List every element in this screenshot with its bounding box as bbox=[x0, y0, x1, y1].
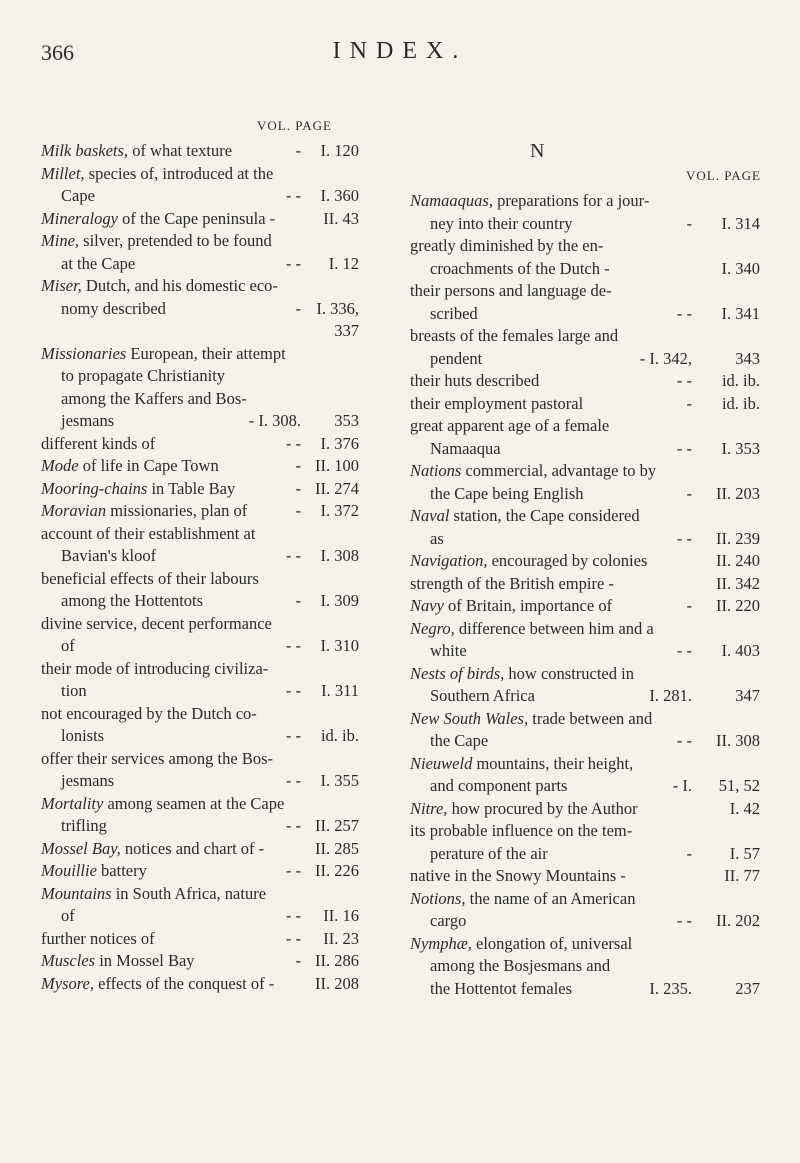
entry-heading: Mooring-chains bbox=[41, 478, 148, 498]
page-reference: I. 310 bbox=[320, 636, 359, 655]
entry-text bbox=[41, 478, 235, 501]
entry-heading: Nieuweld bbox=[410, 753, 473, 773]
entry-description: trade between and bbox=[528, 708, 653, 728]
entry-text: and component parts bbox=[430, 776, 568, 795]
leader-dashes: - - bbox=[676, 528, 692, 548]
entry-description: how constructed in bbox=[504, 663, 634, 683]
entry-heading: Mountains bbox=[41, 883, 112, 903]
entry-description: silver, pretended to be found bbox=[79, 231, 272, 250]
entry-text: their persons and language de- bbox=[410, 281, 612, 300]
page-reference: I. 360 bbox=[320, 186, 359, 205]
entry-text: croachments of the Dutch - bbox=[430, 258, 610, 278]
entry-text: great apparent age of a female bbox=[410, 416, 610, 435]
index-entry-line bbox=[41, 140, 371, 163]
entry-heading: Mineralogy bbox=[41, 208, 118, 228]
leader-dashes: - bbox=[295, 478, 301, 498]
index-entry-line bbox=[410, 618, 760, 641]
index-entry-line bbox=[41, 905, 371, 928]
entry-heading: Navy bbox=[410, 596, 444, 615]
entry-text: different kinds of bbox=[41, 433, 156, 453]
page-reference: II. 286 bbox=[315, 951, 359, 970]
page-reference: II. 226 bbox=[315, 861, 359, 880]
page-reference: I. 308 bbox=[320, 546, 359, 565]
entry-text: lonists bbox=[61, 726, 105, 745]
leader-dashes: - bbox=[686, 213, 692, 233]
entry-description: European, their attempt bbox=[126, 343, 286, 363]
entry-heading: Navigation, bbox=[410, 551, 488, 570]
entry-description: difference between him and a bbox=[454, 618, 654, 638]
leader-dashes: - - bbox=[285, 928, 301, 948]
index-entry-line bbox=[410, 730, 760, 753]
entry-text bbox=[410, 708, 652, 731]
index-entry-line bbox=[410, 258, 760, 281]
entry-text bbox=[410, 798, 638, 821]
entry-heading: Nations bbox=[410, 461, 462, 480]
entry-description: the name of an American bbox=[465, 888, 636, 908]
index-entry-line bbox=[410, 325, 760, 348]
entry-text bbox=[410, 933, 632, 956]
page-reference: 337 bbox=[334, 321, 359, 340]
entry-text bbox=[410, 190, 649, 213]
page-reference: I. 311 bbox=[321, 681, 359, 700]
index-entry-line bbox=[410, 843, 760, 866]
entry-heading: Nymphæ, bbox=[410, 933, 472, 953]
index-entry-line bbox=[41, 770, 371, 793]
index-entry-line bbox=[410, 213, 760, 236]
leader-dashes: - - bbox=[285, 681, 301, 700]
entry-description: in Mossel Bay bbox=[95, 951, 195, 970]
index-entry-line bbox=[41, 838, 371, 861]
entry-heading: Mouillie bbox=[41, 861, 97, 880]
entry-heading: Mode bbox=[41, 456, 79, 475]
index-entry-line bbox=[410, 910, 760, 933]
left-column-header: VOL. PAGE bbox=[257, 118, 332, 133]
leader-dashes: - bbox=[686, 596, 692, 615]
leader-dashes: - - bbox=[285, 186, 301, 205]
index-entry-line bbox=[41, 185, 371, 208]
entry-text bbox=[41, 793, 284, 816]
entry-text bbox=[41, 860, 147, 883]
leader-dashes: - - bbox=[285, 771, 301, 790]
entry-text: nomy described bbox=[61, 298, 166, 318]
leader-dashes: - bbox=[295, 591, 301, 610]
entry-text: their huts described bbox=[410, 371, 540, 390]
page-reference: 237 bbox=[735, 978, 760, 998]
leader-dashes: I. 281. bbox=[649, 686, 692, 705]
section-letter: N bbox=[530, 140, 545, 162]
index-entry-line bbox=[41, 298, 371, 321]
index-entry-line bbox=[41, 230, 371, 253]
entry-text: strength of the British empire - bbox=[410, 573, 614, 593]
entry-description: notices and chart of - bbox=[120, 838, 265, 858]
index-entry-line bbox=[41, 410, 371, 433]
page-reference: II. 240 bbox=[716, 551, 760, 570]
leader-dashes: - - bbox=[285, 906, 301, 925]
entry-description: species of, introduced at the bbox=[84, 163, 274, 183]
entry-description: missionaries, plan of bbox=[106, 501, 248, 520]
entry-description: Dutch, and his domestic eco- bbox=[81, 276, 278, 295]
entry-text: beneficial effects of their labours bbox=[41, 568, 259, 588]
entry-text bbox=[410, 505, 640, 528]
page-reference: II. 274 bbox=[315, 478, 359, 498]
page-reference: II. 308 bbox=[716, 731, 760, 750]
page-reference: I. 120 bbox=[320, 141, 359, 160]
entry-description: in Table Bay bbox=[147, 478, 236, 498]
page-reference: 347 bbox=[735, 686, 760, 705]
entry-heading: Nitre, bbox=[410, 798, 448, 818]
entry-text bbox=[410, 550, 647, 573]
page-reference: I. 376 bbox=[320, 433, 359, 453]
index-entry-line bbox=[41, 433, 371, 456]
page-reference: II. 43 bbox=[323, 208, 359, 228]
index-entry-line bbox=[41, 725, 371, 748]
entry-text: jesmans bbox=[61, 411, 115, 430]
entry-text: trifling bbox=[61, 816, 107, 835]
index-entry-line bbox=[410, 415, 760, 438]
entry-text: breasts of the females large and bbox=[410, 326, 619, 345]
leader-dashes: - bbox=[686, 843, 692, 863]
entry-text bbox=[410, 460, 656, 483]
entry-heading: Mortality bbox=[41, 793, 104, 813]
index-entry-line bbox=[41, 860, 371, 883]
entry-text: the Cape being English bbox=[430, 483, 584, 503]
index-entry-line bbox=[41, 928, 371, 951]
entry-description: battery bbox=[96, 861, 147, 880]
entry-heading: Notions, bbox=[410, 888, 466, 908]
entry-text bbox=[41, 230, 272, 253]
entry-heading: Miser, bbox=[41, 276, 82, 295]
index-entry-line bbox=[410, 708, 760, 731]
index-entry-line bbox=[41, 208, 371, 231]
index-entry-line bbox=[41, 950, 371, 973]
index-entry-line bbox=[410, 190, 760, 213]
leader-dashes: - - bbox=[285, 546, 301, 565]
page-reference: id. ib. bbox=[721, 393, 760, 413]
entry-text: the Hottentot females bbox=[430, 978, 573, 998]
entry-description: commercial, advantage to by bbox=[461, 461, 657, 480]
page-reference: I. 57 bbox=[729, 843, 760, 863]
index-entry-line bbox=[41, 883, 371, 906]
entry-heading: New South Wales, bbox=[410, 708, 529, 728]
entry-text: jesmans bbox=[61, 771, 115, 790]
right-column-header: VOL. PAGE bbox=[686, 168, 761, 183]
index-entry-line bbox=[41, 680, 371, 703]
index-entry-line bbox=[410, 820, 760, 843]
entry-text bbox=[41, 163, 273, 186]
entry-heading: Muscles bbox=[41, 951, 96, 970]
index-entry-line bbox=[41, 455, 371, 478]
page-number: 366 bbox=[41, 40, 74, 65]
index-entry-line bbox=[41, 613, 371, 636]
entry-text: greatly diminished by the en- bbox=[410, 236, 604, 255]
entry-text bbox=[410, 595, 612, 618]
entry-text bbox=[41, 883, 266, 906]
leader-dashes: - bbox=[686, 483, 692, 503]
page-reference: I. 314 bbox=[721, 213, 760, 233]
entry-text: at the Cape bbox=[61, 253, 136, 273]
page-reference: I. 372 bbox=[320, 501, 359, 520]
entry-text: among the Kaffers and Bos- bbox=[61, 388, 247, 408]
page-reference: II. 220 bbox=[716, 596, 760, 615]
page-reference: II. 202 bbox=[716, 911, 760, 930]
index-entry-line bbox=[410, 505, 760, 528]
entry-description: in South Africa, nature bbox=[111, 883, 267, 903]
entry-heading: Milk baskets, bbox=[41, 141, 129, 160]
index-entry-line bbox=[41, 590, 371, 613]
page-reference: I. 336, bbox=[316, 298, 359, 318]
entry-text: cargo bbox=[430, 911, 467, 930]
entry-heading: Mossel Bay, bbox=[41, 838, 121, 858]
entry-text: Cape bbox=[61, 186, 95, 205]
entry-text bbox=[41, 208, 275, 231]
entry-text bbox=[41, 973, 274, 996]
entry-description: station, the Cape considered bbox=[449, 506, 640, 525]
entry-heading: Mine, bbox=[41, 231, 80, 250]
leader-dashes: - - bbox=[285, 726, 301, 745]
entry-text: its probable influence on the tem- bbox=[410, 821, 633, 840]
entry-text bbox=[410, 753, 633, 776]
leader-dashes: - bbox=[686, 393, 692, 413]
entry-description: effects of the conquest of - bbox=[94, 973, 275, 993]
entry-text: ney into their country bbox=[430, 213, 573, 233]
page-reference: 353 bbox=[334, 411, 359, 430]
page-reference: 51, 52 bbox=[718, 776, 760, 795]
index-entry-line bbox=[41, 500, 371, 523]
entry-text: Bavian's kloof bbox=[61, 546, 157, 565]
leader-dashes: - - bbox=[676, 371, 692, 390]
index-entry-line bbox=[410, 663, 760, 686]
entry-text: not encouraged by the Dutch co- bbox=[41, 703, 257, 723]
left-column bbox=[41, 140, 371, 995]
entry-heading: Namaaquas, bbox=[410, 191, 493, 210]
page-reference: id. ib. bbox=[320, 726, 359, 745]
entry-text bbox=[41, 343, 286, 366]
entry-text: of bbox=[61, 906, 75, 925]
index-entry-line bbox=[41, 545, 371, 568]
leader-dashes: - bbox=[295, 141, 301, 160]
entry-text: divine service, decent performance bbox=[41, 613, 272, 633]
page-reference: II. 203 bbox=[716, 483, 760, 503]
entry-heading: Negro, bbox=[410, 618, 455, 638]
entry-heading: Millet, bbox=[41, 163, 85, 183]
leader-dashes: - - bbox=[676, 911, 692, 930]
entry-description: among seamen at the Cape bbox=[103, 793, 285, 813]
index-entry-line bbox=[410, 888, 760, 911]
entry-text bbox=[41, 950, 195, 973]
entry-text: scribed bbox=[430, 303, 478, 323]
entry-description: of what texture bbox=[128, 141, 233, 160]
entry-text: their mode of introducing civiliza- bbox=[41, 658, 269, 678]
index-entry-line bbox=[410, 460, 760, 483]
page-reference: II. 257 bbox=[315, 816, 359, 835]
entry-text: as bbox=[430, 528, 444, 548]
index-entry-line bbox=[41, 523, 371, 546]
right-column bbox=[410, 190, 760, 1000]
entry-text: among the Bosjesmans and bbox=[430, 956, 611, 975]
entry-description: encouraged by colonies bbox=[487, 551, 648, 570]
entry-text: white bbox=[430, 641, 467, 660]
leader-dashes: - bbox=[295, 298, 301, 318]
index-entry-line bbox=[41, 275, 371, 298]
entry-text: pendent bbox=[430, 348, 483, 368]
index-entry-line bbox=[410, 483, 760, 506]
leader-dashes: - - bbox=[676, 641, 692, 660]
entry-text: tion bbox=[61, 681, 87, 700]
entry-text: Namaaqua bbox=[430, 438, 501, 458]
page-reference: I. 340 bbox=[721, 258, 760, 278]
entry-text bbox=[41, 838, 264, 861]
index-entry-line bbox=[41, 658, 371, 681]
entry-description: how procured by the Author bbox=[447, 798, 638, 818]
page-reference: I. 353 bbox=[721, 438, 760, 458]
index-entry-line bbox=[410, 438, 760, 461]
entry-text: offer their services among the Bos- bbox=[41, 748, 273, 768]
page-reference: II. 342 bbox=[716, 573, 760, 593]
index-entry-line bbox=[41, 748, 371, 771]
entry-text bbox=[410, 618, 654, 641]
entry-description: preparations for a jour- bbox=[492, 191, 650, 210]
index-entry-line bbox=[410, 798, 760, 821]
index-entry-line bbox=[41, 253, 371, 276]
page-reference: id. ib. bbox=[721, 371, 760, 390]
entry-description: mountains, their height, bbox=[472, 753, 634, 773]
index-entry-line bbox=[410, 978, 760, 1001]
entry-heading: Nests of birds, bbox=[410, 663, 505, 683]
index-entry-line bbox=[410, 370, 760, 393]
entry-text bbox=[41, 455, 219, 478]
page-reference: II. 16 bbox=[323, 906, 359, 925]
leader-dashes: - - bbox=[285, 816, 301, 835]
leader-dashes: - I. 308. bbox=[248, 411, 301, 430]
page-reference: I. 42 bbox=[729, 798, 760, 818]
leader-dashes: - - bbox=[676, 731, 692, 750]
page-reference: II. 77 bbox=[724, 866, 760, 885]
page-reference: 343 bbox=[735, 348, 760, 368]
index-entry-line bbox=[410, 348, 760, 371]
entry-description: of Britain, importance of bbox=[443, 596, 613, 615]
entry-text: among the Hottentots bbox=[61, 591, 204, 610]
index-entry-line bbox=[410, 685, 760, 708]
page-reference: I. 403 bbox=[721, 641, 760, 660]
index-entry-line bbox=[410, 595, 760, 618]
entry-text bbox=[41, 500, 247, 523]
entry-text: perature of the air bbox=[430, 843, 548, 863]
index-entry-line bbox=[41, 365, 371, 388]
index-entry-line bbox=[410, 753, 760, 776]
index-entry-line bbox=[410, 280, 760, 303]
leader-dashes: - bbox=[295, 456, 301, 475]
entry-text: their employment pastoral bbox=[410, 393, 584, 413]
index-entry-line bbox=[41, 163, 371, 186]
index-entry-line bbox=[410, 550, 760, 573]
leader-dashes: - - bbox=[285, 253, 301, 273]
index-entry-line bbox=[410, 235, 760, 258]
entry-text bbox=[41, 140, 232, 163]
page-reference: II. 100 bbox=[315, 456, 359, 475]
index-entry-line bbox=[41, 703, 371, 726]
entry-heading: Moravian bbox=[41, 501, 107, 520]
index-entry-line bbox=[410, 528, 760, 551]
entry-heading: Missionaries bbox=[41, 343, 127, 363]
entry-text: of bbox=[61, 636, 75, 655]
entry-text bbox=[41, 275, 278, 298]
entry-heading: Mysore, bbox=[41, 973, 94, 993]
page-reference: II. 208 bbox=[315, 973, 359, 993]
entry-text: to propagate Christianity bbox=[61, 366, 226, 385]
entry-text: account of their establishment at bbox=[41, 523, 256, 543]
entry-text bbox=[410, 663, 634, 686]
index-entry-line bbox=[41, 815, 371, 838]
page-reference: I. 309 bbox=[320, 591, 359, 610]
page-reference: II. 285 bbox=[315, 838, 359, 858]
entry-text: Southern Africa bbox=[430, 686, 535, 705]
leader-dashes: - - bbox=[676, 438, 692, 458]
leader-dashes: - - bbox=[285, 433, 301, 453]
page-reference: I. 341 bbox=[721, 303, 760, 323]
leader-dashes: - - bbox=[285, 861, 301, 880]
index-entry-line bbox=[410, 640, 760, 663]
index-entry-line bbox=[410, 933, 760, 956]
index-entry-line bbox=[410, 303, 760, 326]
leader-dashes: I. 235. bbox=[649, 978, 692, 998]
leader-dashes: - bbox=[295, 951, 301, 970]
index-entry-line bbox=[41, 478, 371, 501]
page-reference: I. 12 bbox=[328, 253, 359, 273]
leader-dashes: - I. bbox=[672, 776, 692, 795]
entry-description: of the Cape peninsula - bbox=[117, 208, 276, 228]
entry-heading: Naval bbox=[410, 506, 450, 525]
entry-description: elongation of, universal bbox=[471, 933, 633, 953]
page-reference: I. 355 bbox=[320, 771, 359, 790]
page-reference: II. 239 bbox=[716, 528, 760, 548]
index-entry-line bbox=[410, 573, 760, 596]
entry-text: native in the Snowy Mountains - bbox=[410, 866, 626, 885]
leader-dashes: - - bbox=[676, 303, 692, 323]
entry-description: of life in Cape Town bbox=[78, 456, 219, 475]
entry-text bbox=[410, 888, 635, 911]
leader-dashes: - bbox=[295, 501, 301, 520]
index-entry-line bbox=[41, 388, 371, 411]
index-entry-line bbox=[41, 320, 371, 343]
index-entry-line bbox=[41, 793, 371, 816]
index-entry-line bbox=[41, 568, 371, 591]
index-entry-line bbox=[410, 393, 760, 416]
index-entry-line bbox=[41, 635, 371, 658]
leader-dashes: - - bbox=[285, 636, 301, 655]
index-entry-line bbox=[410, 775, 760, 798]
page-reference: II. 23 bbox=[323, 928, 359, 948]
entry-text: further notices of bbox=[41, 928, 155, 948]
entry-text: the Cape bbox=[430, 731, 489, 750]
index-entry-line bbox=[410, 955, 760, 978]
index-entry-line bbox=[41, 343, 371, 366]
leader-dashes: - I. 342, bbox=[639, 348, 692, 368]
index-entry-line bbox=[41, 973, 371, 996]
running-head: INDEX. bbox=[332, 38, 468, 64]
index-entry-line bbox=[410, 865, 760, 888]
